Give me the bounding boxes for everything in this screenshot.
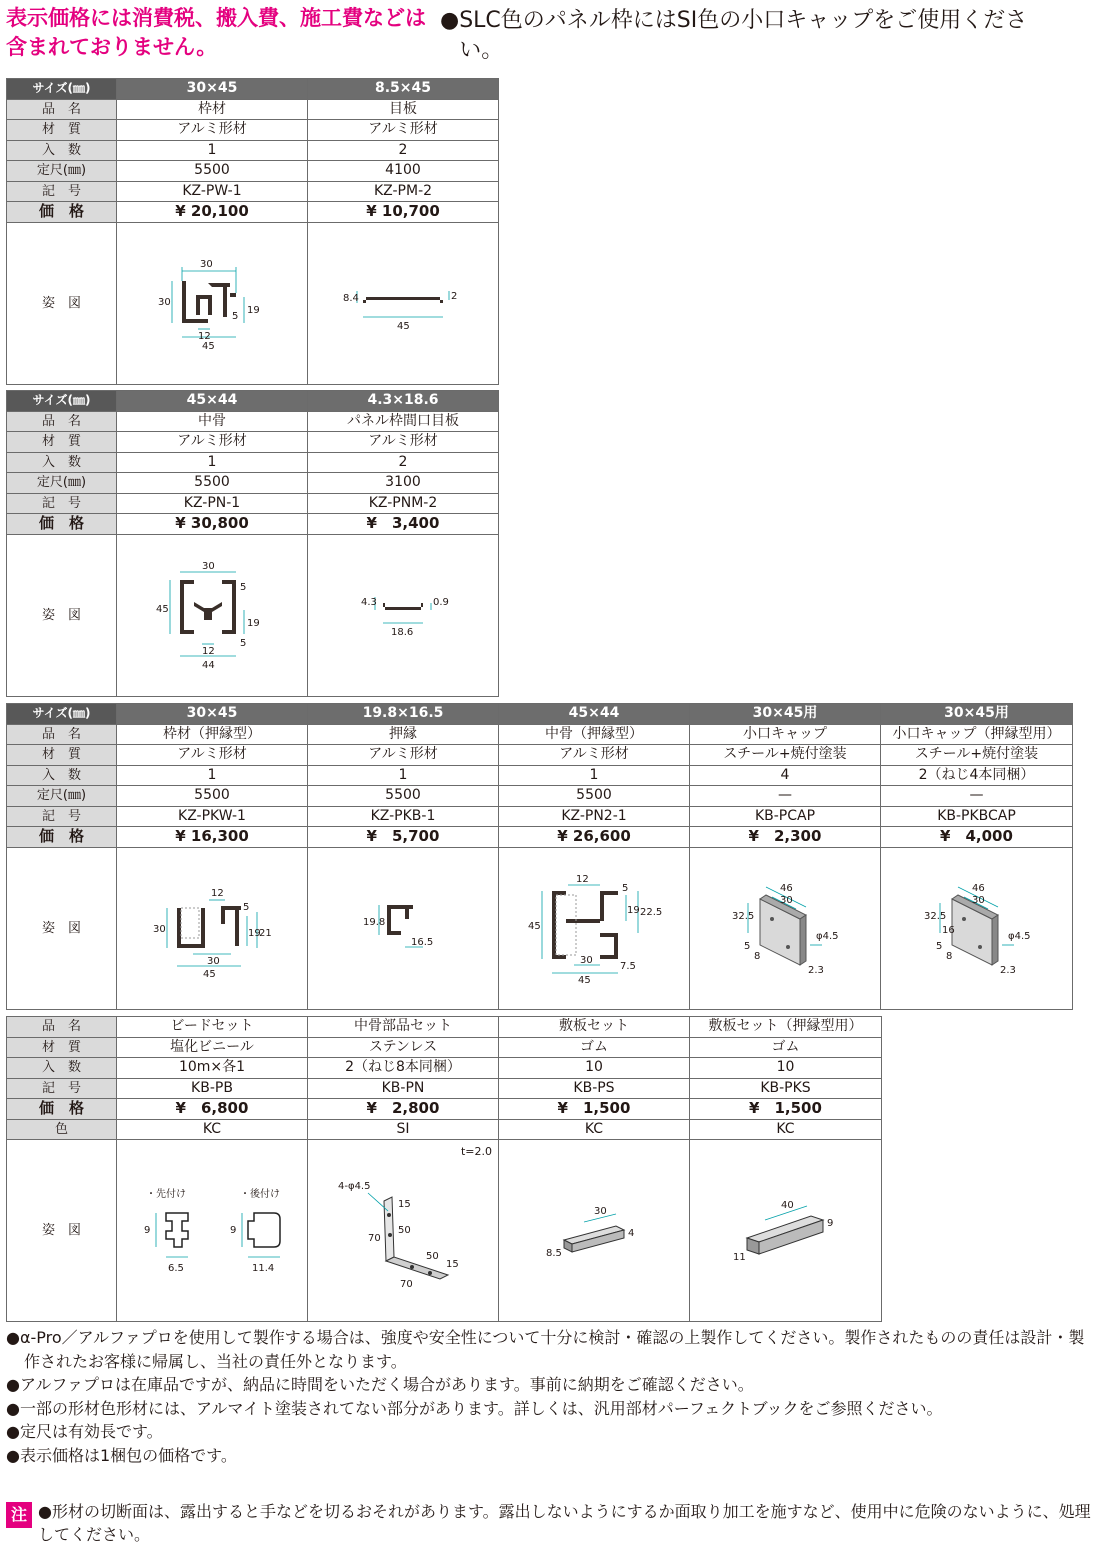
price-cell: ¥ 20,100 — [117, 202, 308, 223]
quantity-cell: 10m×各1 — [117, 1058, 308, 1079]
price-cell: ¥ 16,300 — [117, 827, 308, 848]
code-cell: KZ-PN-1 — [117, 493, 308, 514]
name-cell: ビードセット — [117, 1017, 308, 1038]
joint-plate-diagram — [343, 273, 463, 333]
dim-label: φ4.5 — [1007, 931, 1030, 942]
dim-label: 19 — [247, 305, 260, 316]
dim-label: 11.4 — [252, 1262, 275, 1274]
code-cell: KB-PS — [499, 1078, 690, 1099]
figure-row — [7, 1140, 882, 1322]
dim-label: 30 — [153, 924, 166, 935]
name-cell: 枠材（押縁型） — [117, 724, 308, 745]
bullet-icon: ● — [440, 8, 460, 33]
mullion-profile-diagram — [152, 560, 272, 670]
code-row — [7, 1078, 882, 1099]
material-cell: アルミ形材 — [117, 745, 308, 766]
name-cell: 目板 — [308, 99, 499, 120]
price-cell: ¥ 4,000 — [881, 827, 1073, 848]
length-cell: 5500 — [499, 786, 690, 807]
material-label: 材 質 — [7, 1037, 117, 1058]
material-cell: アルミ形材 — [117, 432, 308, 453]
color-cell: SI — [308, 1119, 499, 1140]
dim-label: 45 — [203, 969, 216, 980]
size-cell: 19.8×16.5 — [308, 704, 499, 725]
figure-label: 姿 図 — [7, 534, 117, 696]
code-label: 記 号 — [7, 806, 117, 827]
dim-label: 50 — [426, 1250, 439, 1262]
figure-cell — [690, 1140, 882, 1322]
dim-label: 5 — [240, 582, 247, 593]
color-cell: KC — [499, 1119, 690, 1140]
figure-cell — [308, 222, 499, 384]
dim-label: 8 — [754, 951, 761, 962]
dim-label: 45 — [397, 321, 410, 332]
name-cell: 小口キャップ（押縁型用） — [881, 724, 1073, 745]
dim-label: 44 — [202, 660, 215, 671]
figure-label: 姿 図 — [7, 1140, 117, 1322]
dim-label: 19 — [248, 928, 261, 939]
quantity-cell: 2（ねじ4本同梱） — [881, 765, 1073, 786]
dim-label: 70 — [400, 1278, 413, 1290]
material-cell: アルミ形材 — [117, 120, 308, 141]
price-row — [7, 1099, 882, 1120]
material-label: 材 質 — [7, 432, 117, 453]
price-row — [7, 202, 499, 223]
material-row — [7, 432, 499, 453]
dim-label: 16.5 — [411, 937, 434, 948]
dim-label: 8.5 — [546, 1247, 562, 1259]
dim-label: 21 — [259, 928, 272, 939]
spec-table-mullion — [6, 390, 499, 697]
quantity-cell: 1 — [308, 765, 499, 786]
dim-label: 4.3 — [361, 597, 377, 608]
figure-cell — [690, 847, 881, 1009]
price-cell: ¥ 6,800 — [117, 1099, 308, 1120]
code-cell: KB-PKS — [690, 1078, 882, 1099]
material-cell: アルミ形材 — [499, 745, 690, 766]
quantity-cell: 1 — [499, 765, 690, 786]
length-label: 定尺(㎜) — [7, 786, 117, 807]
figure-cell — [117, 847, 308, 1009]
material-label: 材 質 — [7, 745, 117, 766]
material-cell: ゴム — [499, 1037, 690, 1058]
dim-label: 12 — [211, 888, 224, 899]
dim-label: 30 — [580, 955, 593, 966]
name-label: 品 名 — [7, 99, 117, 120]
dim-label: 4-φ4.5 — [338, 1180, 371, 1192]
code-cell: KB-PCAP — [690, 806, 881, 827]
dim-label: 45 — [202, 341, 215, 352]
figure-label: 姿 図 — [7, 847, 117, 1009]
color-cell: KC — [117, 1119, 308, 1140]
frame-press-profile-diagram — [147, 878, 277, 978]
quantity-label: 入 数 — [7, 765, 117, 786]
length-cell: — — [881, 786, 1073, 807]
warning-text: ●形材の切断面は、露出すると手などを切るおそれがあります。露出しないようにするか面取り加工を施すなど、使用中に危険のないように、処理してください。 — [38, 1502, 1091, 1544]
frame-profile-diagram — [152, 253, 272, 353]
length-label: 定尺(㎜) — [7, 473, 117, 494]
quantity-cell: 10 — [690, 1058, 882, 1079]
quantity-cell: 2 — [308, 452, 499, 473]
dim-label: 16 — [941, 925, 955, 936]
name-row — [7, 411, 499, 432]
length-label: 定尺(㎜) — [7, 161, 117, 182]
dim-label: 50 — [398, 1224, 411, 1236]
thickness-label: t=2.0 — [460, 1145, 492, 1158]
quantity-label: 入 数 — [7, 452, 117, 473]
dim-label: 9 — [230, 1224, 237, 1236]
price-label: 価 格 — [7, 514, 117, 535]
name-row — [7, 1017, 882, 1038]
figure-row — [7, 847, 1073, 1009]
name-cell: 敷板セット（押縁型用） — [690, 1017, 882, 1038]
quantity-cell: 1 — [117, 452, 308, 473]
size-cell: 45×44 — [499, 704, 690, 725]
dim-label: 8 — [945, 951, 952, 962]
name-cell: 枠材 — [117, 99, 308, 120]
name-label: 品 名 — [7, 724, 117, 745]
price-label: 価 格 — [7, 827, 117, 848]
size-row — [7, 391, 499, 412]
dim-label: 70 — [368, 1232, 381, 1244]
code-cell: KZ-PNM-2 — [308, 493, 499, 514]
spec-table-parts — [6, 1016, 882, 1322]
dim-label: 45 — [528, 921, 541, 932]
dim-label: 5 — [622, 883, 629, 894]
name-row — [7, 99, 499, 120]
color-label: 色 — [7, 1119, 117, 1140]
name-label: 品 名 — [7, 1017, 117, 1038]
quantity-cell: 2（ねじ8本同梱） — [308, 1058, 499, 1079]
length-cell: 5500 — [308, 786, 499, 807]
dim-label: 40 — [780, 1199, 794, 1211]
quantity-row — [7, 765, 1073, 786]
warning-tag: 注 — [6, 1502, 32, 1528]
figure-cell — [117, 1140, 308, 1322]
bead-set-diagram — [122, 1181, 302, 1281]
dim-label: 9 — [826, 1217, 833, 1229]
length-row — [7, 161, 499, 182]
footer-note: ●一部の形材色形材には、アルマイト塗装されてない部分があります。詳しくは、汎用部材パーフェクトブックをご参照ください。 — [6, 1398, 943, 1418]
dim-label: 30 — [202, 561, 215, 572]
tax-notice: 表示価格には消費税、搬入費、施工費などは含まれておりません。 — [6, 6, 426, 59]
material-row — [7, 1037, 882, 1058]
dim-label: 19 — [247, 618, 260, 629]
figure-row — [7, 534, 499, 696]
dim-label: 18.6 — [391, 627, 414, 638]
name-cell: パネル枠間口目板 — [308, 411, 499, 432]
end-cap-press-diagram — [902, 873, 1052, 983]
mullion-parts-bracket-diagram — [328, 1171, 478, 1291]
press-bead-profile-diagram — [353, 893, 453, 963]
dim-label: 9 — [144, 1224, 151, 1236]
code-row — [7, 181, 499, 202]
length-cell: 4100 — [308, 161, 499, 182]
material-cell: アルミ形材 — [308, 745, 499, 766]
dim-label: 30 — [207, 956, 220, 967]
price-cell: ¥ 2,300 — [690, 827, 881, 848]
name-cell: 中骨 — [117, 411, 308, 432]
dim-label: 2.3 — [999, 965, 1016, 976]
footer-note: ●α-Pro／アルファプロを使用して製作する場合は、強度や安全性について十分に検討・確認の上製作してください。製作されたものの責任は設計・製作されたお客様に帰属し、当社の責任外となります。 — [6, 1328, 1085, 1371]
dim-label: 45 — [578, 975, 591, 986]
dim-label: 30 — [971, 895, 985, 906]
code-row — [7, 806, 1073, 827]
dim-label: 0.9 — [433, 597, 449, 608]
footer-note: ●表示価格は1梱包の価格です。 — [6, 1445, 237, 1465]
dim-label: 30 — [780, 895, 793, 906]
dim-label: 32.5 — [732, 911, 755, 922]
price-cell: ¥ 1,500 — [499, 1099, 690, 1120]
quantity-cell: 10 — [499, 1058, 690, 1079]
code-label: 記 号 — [7, 493, 117, 514]
quantity-row — [7, 1058, 882, 1079]
price-label: 価 格 — [7, 1099, 117, 1120]
code-cell: KB-PB — [117, 1078, 308, 1099]
length-cell: 5500 — [117, 161, 308, 182]
size-row — [7, 704, 1073, 725]
quantity-cell: 4 — [690, 765, 881, 786]
name-row — [7, 724, 1073, 745]
material-cell: ゴム — [690, 1037, 882, 1058]
quantity-cell: 1 — [117, 765, 308, 786]
size-row — [7, 79, 499, 100]
figure-cell — [499, 847, 690, 1009]
figure-cell — [308, 847, 499, 1009]
figure-cell — [308, 534, 499, 696]
dim-label: 15 — [446, 1258, 459, 1270]
code-label: 記 号 — [7, 181, 117, 202]
dim-label: 30 — [594, 1205, 607, 1217]
size-cell: 30×45 — [117, 79, 308, 100]
dim-label: 46 — [971, 883, 985, 894]
footer-note: ●定尺は有効長です。 — [6, 1422, 163, 1441]
dim-label: 30 — [200, 259, 213, 270]
name-cell: 敷板セット — [499, 1017, 690, 1038]
end-cap-diagram — [710, 873, 860, 983]
size-cell: 30×45用 — [690, 704, 881, 725]
length-row — [7, 786, 1073, 807]
price-cell: ¥ 5,700 — [308, 827, 499, 848]
spec-table-frame — [6, 78, 499, 385]
material-cell: スチール+焼付塗装 — [690, 745, 881, 766]
price-cell: ¥ 26,600 — [499, 827, 690, 848]
size-label: サイズ(㎜) — [7, 391, 117, 412]
name-cell: 小口キャップ — [690, 724, 881, 745]
name-cell: 中骨部品セット — [308, 1017, 499, 1038]
code-row — [7, 493, 499, 514]
dim-label: 8.4 — [343, 293, 359, 304]
price-row — [7, 827, 1073, 848]
dim-label: 11 — [732, 1251, 746, 1263]
size-cell: 30×45 — [117, 704, 308, 725]
dim-label: 12 — [202, 646, 215, 657]
name-label: 品 名 — [7, 411, 117, 432]
length-cell: — — [690, 786, 881, 807]
dim-label: 7.5 — [620, 961, 636, 972]
price-label: 価 格 — [7, 202, 117, 223]
dim-label: 5 — [744, 941, 751, 952]
length-cell: 5500 — [117, 786, 308, 807]
base-plate-diagram — [524, 1186, 664, 1276]
dim-label: 19 — [627, 905, 640, 916]
price-cell: ¥ 1,500 — [690, 1099, 882, 1120]
material-cell: アルミ形材 — [308, 120, 499, 141]
size-cell: 30×45用 — [881, 704, 1073, 725]
code-cell: KZ-PM-2 — [308, 181, 499, 202]
quantity-label: 入 数 — [7, 1058, 117, 1079]
size-cell: 4.3×18.6 — [308, 391, 499, 412]
footer-note: ●アルファプロは在庫品ですが、納品に時間をいただく場合があります。事前に納期をご確認ください。 — [6, 1375, 754, 1394]
figure-cell — [117, 222, 308, 384]
size-cell: 8.5×45 — [308, 79, 499, 100]
dim-label: 4 — [628, 1227, 635, 1239]
quantity-label: 入 数 — [7, 140, 117, 161]
quantity-cell: 2 — [308, 140, 499, 161]
panel-joint-plate-diagram — [353, 585, 453, 645]
quantity-row — [7, 140, 499, 161]
size-cell: 45×44 — [117, 391, 308, 412]
spec-table-press-type — [6, 703, 1073, 1010]
length-row — [7, 473, 499, 494]
price-cell: ¥ 3,400 — [308, 514, 499, 535]
bead-front-label: ・先付け — [146, 1188, 186, 1200]
dim-label: 45 — [156, 604, 169, 615]
code-label: 記 号 — [7, 1078, 117, 1099]
quantity-row — [7, 452, 499, 473]
material-cell: 塩化ビニール — [117, 1037, 308, 1058]
dim-label: 30 — [158, 297, 171, 308]
footer-notes — [6, 1326, 1094, 1467]
dim-label: 19.8 — [363, 917, 386, 928]
material-label: 材 質 — [7, 120, 117, 141]
length-cell: 5500 — [117, 473, 308, 494]
material-cell: ステンレス — [308, 1037, 499, 1058]
size-label: サイズ(㎜) — [7, 79, 117, 100]
dim-label: 5 — [232, 311, 239, 322]
length-cell: 3100 — [308, 473, 499, 494]
code-cell: KZ-PKB-1 — [308, 806, 499, 827]
dim-label: 5 — [240, 638, 247, 649]
name-cell: 押縁 — [308, 724, 499, 745]
material-row — [7, 120, 499, 141]
figure-cell — [308, 1140, 499, 1322]
slc-notice — [440, 6, 1090, 66]
material-row — [7, 745, 1073, 766]
base-plate-press-diagram — [711, 1186, 861, 1276]
material-cell: スチール+焼付塗装 — [881, 745, 1073, 766]
slc-notice-text: SLC色のパネル枠にはSI色の小口キャップをご使用ください。 — [459, 8, 1028, 63]
mullion-press-profile-diagram — [524, 873, 664, 986]
figure-cell — [117, 534, 308, 696]
dim-label: 5 — [243, 902, 250, 913]
dim-label: 2 — [451, 291, 458, 302]
material-cell: アルミ形材 — [308, 432, 499, 453]
bead-back-label: ・後付け — [240, 1188, 280, 1200]
dim-label: 12 — [198, 331, 211, 342]
figure-cell — [499, 1140, 690, 1322]
quantity-cell: 1 — [117, 140, 308, 161]
code-cell: KZ-PN2-1 — [499, 806, 690, 827]
code-cell: KZ-PW-1 — [117, 181, 308, 202]
name-cell: 中骨（押縁型） — [499, 724, 690, 745]
price-cell: ¥ 10,700 — [308, 202, 499, 223]
dim-label: 32.5 — [923, 911, 946, 922]
dim-label: 2.3 — [808, 965, 824, 976]
price-row — [7, 514, 499, 535]
dim-label: 46 — [780, 883, 793, 894]
code-cell: KB-PN — [308, 1078, 499, 1099]
color-row — [7, 1119, 882, 1140]
dim-label: 6.5 — [168, 1262, 184, 1274]
warning-block — [6, 1500, 1094, 1546]
price-cell: ¥ 30,800 — [117, 514, 308, 535]
color-cell: KC — [690, 1119, 882, 1140]
figure-label: 姿 図 — [7, 222, 117, 384]
figure-row — [7, 222, 499, 384]
figure-cell — [881, 847, 1073, 1009]
size-label: サイズ(㎜) — [7, 704, 117, 725]
code-cell: KZ-PKW-1 — [117, 806, 308, 827]
price-cell: ¥ 2,800 — [308, 1099, 499, 1120]
dim-label: 15 — [398, 1198, 411, 1210]
dim-label: φ4.5 — [816, 931, 839, 942]
dim-label: 5 — [935, 941, 942, 952]
dim-label: 22.5 — [640, 907, 663, 918]
code-cell: KB-PKBCAP — [881, 806, 1073, 827]
dim-label: 12 — [576, 874, 589, 885]
